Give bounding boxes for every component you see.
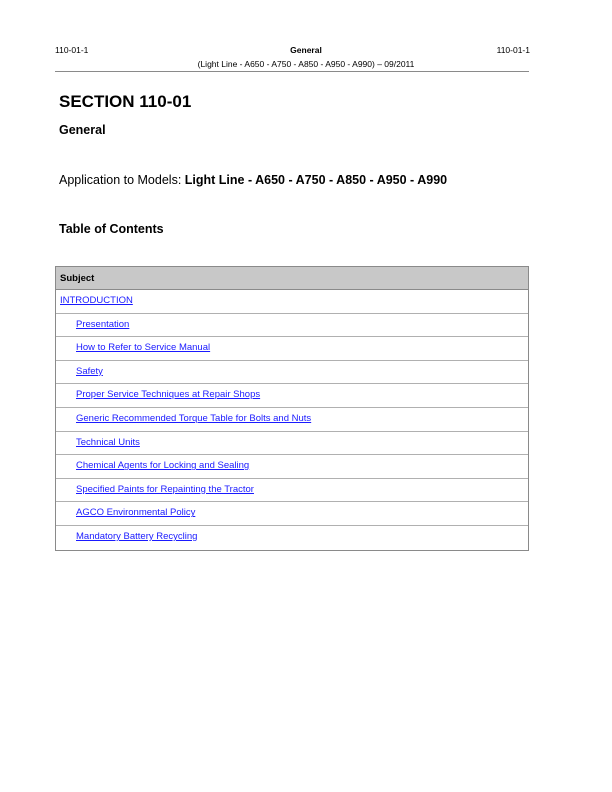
toc-row — [56, 455, 528, 479]
toc-link-specified-paints[interactable]: Specified Paints for Repainting the Tractor — [76, 483, 254, 495]
application-prefix: Application to Models: — [59, 173, 185, 187]
toc-row — [56, 479, 528, 503]
toc-column-header: Subject — [56, 267, 528, 290]
toc-link-battery-recycling[interactable]: Mandatory Battery Recycling — [76, 530, 198, 542]
toc-row — [56, 337, 528, 361]
toc-table — [55, 266, 529, 551]
toc-link-torque-table[interactable]: Generic Recommended Torque Table for Bolts and Nuts — [76, 412, 312, 424]
toc-link-service-techniques[interactable]: Proper Service Techniques at Repair Shops — [76, 389, 261, 401]
toc-link-environmental-policy[interactable]: AGCO Environmental Policy — [76, 507, 196, 519]
toc-row — [56, 290, 528, 314]
header-page-code-right: 110-01-1 — [496, 45, 530, 55]
toc-row — [56, 526, 528, 550]
toc-row — [56, 314, 528, 338]
toc-link-chemical-agents[interactable]: Chemical Agents for Locking and Sealing — [76, 460, 250, 472]
section-subtitle: General — [59, 123, 106, 137]
section-title: SECTION 110-01 — [59, 92, 192, 111]
toc-row — [56, 432, 528, 456]
toc-link-technical-units[interactable]: Technical Units — [76, 436, 140, 448]
application-models: Light Line - A650 - A750 - A850 - A950 - A990 — [184, 173, 448, 187]
toc-title: Table of Contents — [59, 222, 164, 236]
toc-link-how-to-refer[interactable]: How to Refer to Service Manual — [76, 342, 211, 354]
toc-link-introduction[interactable]: INTRODUCTION — [60, 295, 133, 306]
toc-link-presentation[interactable]: Presentation — [76, 318, 130, 330]
toc-link-safety[interactable]: Safety — [76, 365, 103, 377]
header-subtitle: (Light Line - A650 - A750 - A850 - A950 - A990) – 09/2011 — [197, 59, 415, 69]
header-divider — [55, 71, 529, 72]
toc-row — [56, 361, 528, 385]
toc-row — [56, 408, 528, 432]
header-title: General — [290, 45, 322, 55]
application-to-models — [59, 173, 447, 187]
toc-row — [56, 384, 528, 408]
toc-row — [56, 502, 528, 526]
header-page-code-left: 110-01-1 — [55, 45, 89, 55]
